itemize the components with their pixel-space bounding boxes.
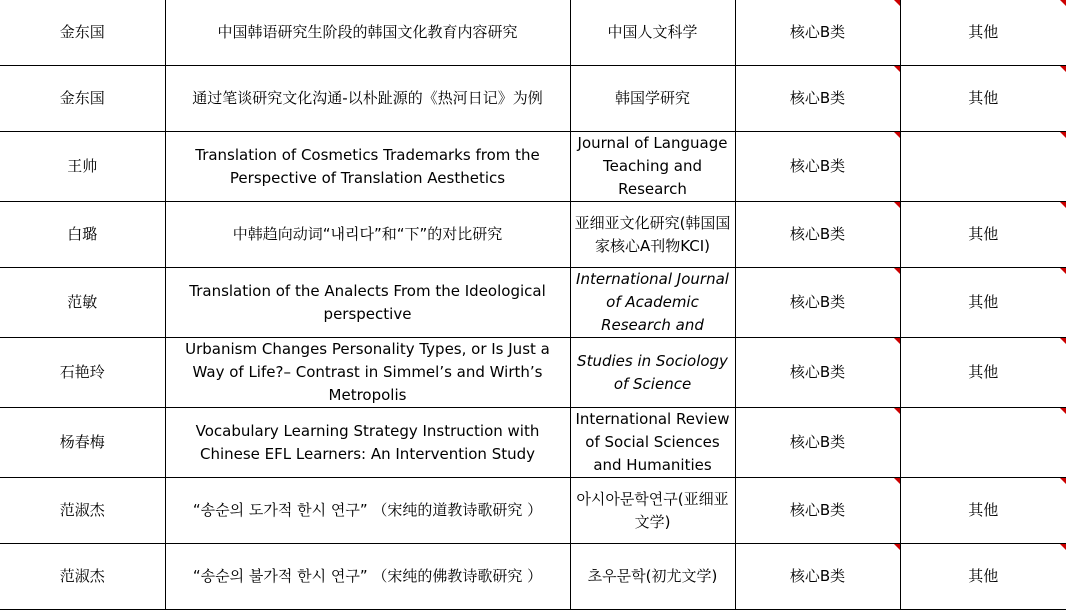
journal-cell-text: 아시아문학연구(亚细亚文学) — [576, 489, 729, 531]
title-cell-text: 中韩趋向动词“내리다”和“下”的对比研究 — [232, 225, 503, 243]
level-cell[interactable] — [735, 268, 900, 338]
title-cell[interactable] — [165, 338, 570, 408]
note-cell[interactable] — [900, 132, 1066, 202]
comment-indicator-icon[interactable] — [1060, 408, 1066, 414]
comment-indicator-icon[interactable] — [1060, 338, 1066, 344]
author-cell-text: 范淑杰 — [59, 501, 105, 519]
note-cell[interactable] — [900, 268, 1066, 338]
title-cell-text: “송순의 불가적 한시 연구” （宋纯的佛教诗歌研究 ） — [192, 567, 543, 585]
journal-cell-text: Journal of Language Teaching and Research — [577, 134, 728, 198]
level-cell[interactable] — [735, 66, 900, 132]
note-cell-text: 其他 — [968, 225, 999, 243]
note-cell[interactable] — [900, 544, 1066, 610]
note-cell[interactable] — [900, 408, 1066, 478]
note-cell-text: 其他 — [968, 501, 999, 519]
journal-cell[interactable] — [570, 268, 735, 338]
comment-indicator-icon[interactable] — [1060, 268, 1066, 274]
journal-cell-text: 韩国学研究 — [614, 89, 690, 107]
comment-indicator-icon[interactable] — [1060, 66, 1066, 72]
level-cell-text: 核心B类 — [789, 89, 846, 107]
title-cell[interactable] — [165, 0, 570, 66]
author-cell[interactable] — [0, 0, 165, 66]
author-cell[interactable] — [0, 202, 165, 268]
level-cell[interactable] — [735, 338, 900, 408]
table-row — [0, 408, 1066, 478]
title-cell-text: Urbanism Changes Personality Types, or Is Just a Way of Life?– Contrast in Simmel’s and Wirth’s Metropolis — [185, 340, 550, 404]
author-cell[interactable] — [0, 132, 165, 202]
note-cell[interactable] — [900, 66, 1066, 132]
comment-indicator-icon[interactable] — [1060, 202, 1066, 208]
title-cell-text: 通过笔谈研究文化沟通-以朴趾源的《热河日记》为例 — [192, 89, 543, 107]
title-cell[interactable] — [165, 66, 570, 132]
journal-cell-text: 초우문학(初尤文学) — [587, 567, 718, 585]
level-cell[interactable] — [735, 132, 900, 202]
author-cell-text: 范敏 — [67, 293, 98, 311]
journal-cell[interactable] — [570, 408, 735, 478]
journal-cell[interactable] — [570, 202, 735, 268]
journal-cell[interactable] — [570, 132, 735, 202]
level-cell-text: 核心B类 — [789, 293, 846, 311]
journal-cell-text: 中国人文科学 — [607, 23, 698, 41]
table-row — [0, 338, 1066, 408]
comment-indicator-icon[interactable] — [894, 544, 900, 550]
note-cell-text: 其他 — [968, 23, 999, 41]
level-cell[interactable] — [735, 0, 900, 66]
author-cell[interactable] — [0, 268, 165, 338]
table-row — [0, 478, 1066, 544]
author-cell-text: 白璐 — [67, 225, 98, 243]
comment-indicator-icon[interactable] — [1060, 0, 1066, 6]
table-row — [0, 66, 1066, 132]
author-cell-text: 金东国 — [59, 89, 105, 107]
level-cell-text: 核心B类 — [789, 23, 846, 41]
note-cell-text: 其他 — [968, 89, 999, 107]
journal-cell[interactable] — [570, 338, 735, 408]
level-cell[interactable] — [735, 478, 900, 544]
note-cell-text: 其他 — [968, 293, 999, 311]
level-cell-text: 核心B类 — [789, 363, 846, 381]
journal-cell-text: Studies in Sociology of Science — [577, 351, 728, 393]
note-cell[interactable] — [900, 0, 1066, 66]
journal-cell[interactable] — [570, 66, 735, 132]
journal-cell-text: 亚细亚文化研究(韩国国家核心A刊物KCI) — [574, 213, 731, 255]
table-row — [0, 202, 1066, 268]
author-cell-text: 杨春梅 — [59, 433, 105, 451]
title-cell[interactable] — [165, 478, 570, 544]
level-cell-text: 核心B类 — [789, 157, 846, 175]
comment-indicator-icon[interactable] — [1060, 478, 1066, 484]
table-row — [0, 268, 1066, 338]
author-cell-text: 范淑杰 — [59, 567, 105, 585]
level-cell-text: 核心B类 — [789, 225, 846, 243]
note-cell-text: 其他 — [968, 363, 999, 381]
note-cell[interactable] — [900, 478, 1066, 544]
title-cell-text: 中国韩语研究生阶段的韩国文化教育内容研究 — [217, 23, 518, 41]
title-cell-text: Translation of Cosmetics Trademarks from the Perspective of Translation Aesthetics — [195, 145, 540, 187]
level-cell[interactable] — [735, 408, 900, 478]
title-cell-text: Vocabulary Learning Strategy Instruction with Chinese EFL Learners: An Intervention Study — [195, 421, 540, 463]
title-cell[interactable] — [165, 408, 570, 478]
title-cell-text: Translation of the Analects From the Ideological perspective — [189, 281, 546, 323]
title-cell[interactable] — [165, 132, 570, 202]
author-cell-text: 王帅 — [67, 157, 98, 175]
table-row — [0, 132, 1066, 202]
table-row — [0, 544, 1066, 610]
table-row — [0, 0, 1066, 66]
title-cell[interactable] — [165, 544, 570, 610]
level-cell-text: 核心B类 — [789, 433, 846, 451]
level-cell-text: 核心B类 — [789, 567, 846, 585]
author-cell-text: 石艳玲 — [59, 363, 105, 381]
level-cell[interactable] — [735, 202, 900, 268]
note-cell[interactable] — [900, 202, 1066, 268]
comment-indicator-icon[interactable] — [894, 132, 900, 138]
author-cell[interactable] — [0, 544, 165, 610]
title-cell[interactable] — [165, 202, 570, 268]
comment-indicator-icon[interactable] — [894, 478, 900, 484]
comment-indicator-icon[interactable] — [1060, 544, 1066, 550]
level-cell[interactable] — [735, 544, 900, 610]
level-cell-text: 核心B类 — [789, 501, 846, 519]
comment-indicator-icon[interactable] — [894, 268, 900, 274]
title-cell-text: “송순의 도가적 한시 연구” （宋纯的道教诗歌研究 ） — [192, 501, 543, 519]
author-cell[interactable] — [0, 66, 165, 132]
title-cell[interactable] — [165, 268, 570, 338]
comment-indicator-icon[interactable] — [894, 338, 900, 344]
journal-cell-text: International Journal of Academic Research and — [576, 270, 729, 334]
journal-cell[interactable] — [570, 478, 735, 544]
comment-indicator-icon[interactable] — [894, 408, 900, 414]
comment-indicator-icon[interactable] — [894, 66, 900, 72]
journal-cell[interactable] — [570, 544, 735, 610]
note-cell-text: 其他 — [968, 567, 999, 585]
comment-indicator-icon[interactable] — [894, 202, 900, 208]
author-cell[interactable] — [0, 478, 165, 544]
journal-cell[interactable] — [570, 0, 735, 66]
author-cell[interactable] — [0, 338, 165, 408]
author-cell-text: 金东国 — [59, 23, 105, 41]
comment-indicator-icon[interactable] — [1060, 132, 1066, 138]
comment-indicator-icon[interactable] — [894, 0, 900, 6]
journal-cell-text: International Review of Social Sciences and Humanities — [575, 410, 730, 474]
note-cell[interactable] — [900, 338, 1066, 408]
author-cell[interactable] — [0, 408, 165, 478]
